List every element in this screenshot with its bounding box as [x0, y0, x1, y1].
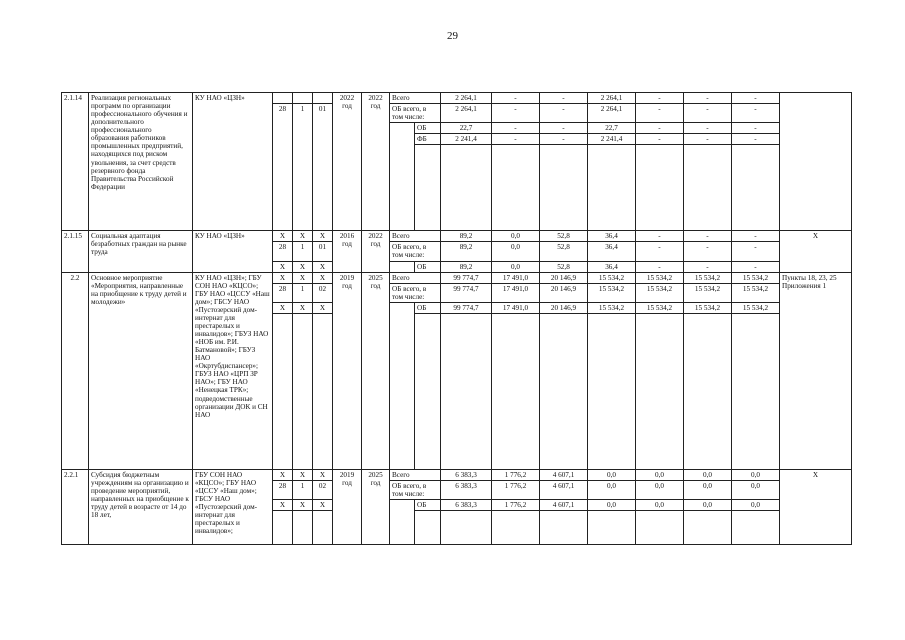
row-number: 2.2.1 — [62, 469, 89, 544]
fund-label: ОБ — [415, 302, 441, 313]
fund-label: Всего — [390, 469, 441, 480]
measure-name: Социальная адаптация безработных граждан на рынке труда — [89, 231, 193, 272]
fund-label: ОБ всего, в том числе: — [390, 283, 441, 302]
end-year: 2022 год — [362, 231, 390, 272]
table-row: 2.2 Основное мероприятие «Мероприятия, направленные на приобщение к труду детей и молодежи» КУ НАО «ЦЗН»; ГБУ СОН НАО «КЦСО»; ГБУ НАО «ЦССУ «Наш дом»; ГБСУ НАО «Пустозерский дом-интернат для престарелых и инвалидов»; ГБУЗ НАО «НОБ им. Р.И. Батмановой»; ГБУЗ НАО «Окртубдиспансер»; ГБУЗ НАО «ЦРП ЗР НАО»; ГБУ НАО «Ненецкая ТРК»; подведомственные организации ДОК и СН НАО Х Х Х 2019 год 2025 год Всего 99 774,7 17 491,0 20 146,9 15 534,2 15 534,2 15 534,2 15 534,2 Пункты 18, 23, 25 Приложения 1 — [62, 272, 852, 283]
row-number: 2.1.14 — [62, 93, 89, 231]
start-year: 2019 год — [333, 469, 362, 544]
measure-name: Основное мероприятие «Мероприятия, направленные на приобщение к труду детей и молодежи» — [89, 272, 193, 469]
fund-label: ОБ — [415, 500, 441, 511]
note — [780, 93, 852, 231]
table-row: 2.2.1 Субсидия бюджетным учреждениям на организацию и проведение мероприятий, направленных на приобщение к труду детей в возрасте от 14 до 18 лет, ГБУ СОН НАО «КЦСО»; ГБУ НАО «ЦССУ «Наш дом»; ГБСУ НАО «Пустозерский дом-интернат для престарелых и инвалидов»; Х Х Х 2019 год 2025 год Всего 6 383,3 1 776,2 4 607,1 0,0 0,0 0,0 0,0 Х — [62, 469, 852, 480]
executor: ГБУ СОН НАО «КЦСО»; ГБУ НАО «ЦССУ «Наш дом»; ГБСУ НАО «Пустозерский дом-интернат для престарелых и инвалидов»; — [193, 469, 273, 544]
note: Х — [780, 231, 852, 272]
fund-label: Всего — [390, 93, 441, 104]
table-row: 2.1.14 Реализация региональных программ по организации профессионального обучения и дополнительного профессионального образования работников промышленных предприятий, находящихся под риском увольнения, за счет средств резервного фонда Правительства Российской Федерации КУ НАО «ЦЗН» 2022 год 2022 год Всего 2 264,1 - - 2 264,1 - - - — [62, 93, 852, 104]
row-number: 2.2 — [62, 272, 89, 469]
row-number: 2.1.15 — [62, 231, 89, 272]
table-row: 28 1 01 ОБ всего, в том числе: 89,2 0,0 52,8 36,4 - - - — [62, 242, 852, 261]
start-year: 2019 год — [333, 272, 362, 469]
table-row: ФБ 2 241,4 - - 2 241,4 - - - — [62, 134, 852, 145]
end-year: 2025 год — [362, 272, 390, 469]
code-gp: 28 — [273, 104, 293, 231]
code-om: 01 — [313, 104, 333, 231]
executor: КУ НАО «ЦЗН» — [193, 231, 273, 272]
table-row: Х Х Х ОБ 99 774,7 17 491,0 20 146,9 15 534,2 15 534,2 15 534,2 15 534,2 — [62, 302, 852, 313]
start-year: 2016 год — [333, 231, 362, 272]
measure-name: Субсидия бюджетным учреждениям на организацию и проведение мероприятий, направленных на приобщение к труду детей в возрасте от 14 до 18 лет, — [89, 469, 193, 544]
note: Х — [780, 469, 852, 544]
fund-label: Всего — [390, 231, 441, 242]
fund-label: ОБ всего, в том числе: — [390, 480, 441, 499]
measure-name: Реализация региональных программ по организации профессионального обучения и дополнительного профессионального образования работников промышленных предприятий, находящихся под риском увольнения, за счет средств резервного фонда Правительства Российской Федерации — [89, 93, 193, 231]
program-table — [61, 92, 852, 545]
fund-label: ОБ всего, в том числе: — [390, 242, 441, 261]
note: Пункты 18, 23, 25 Приложения 1 — [780, 272, 852, 469]
executor: КУ НАО «ЦЗН» — [193, 93, 273, 231]
table-row: 28 1 02 ОБ всего, в том числе: 6 383,3 1 776,2 4 607,1 0,0 0,0 0,0 0,0 — [62, 480, 852, 499]
table-row: 2.1.15 Социальная адаптация безработных граждан на рынке труда КУ НАО «ЦЗН» Х Х Х 2016 год 2022 год Всего 89,2 0,0 52,8 36,4 - - - Х — [62, 231, 852, 242]
start-year: 2022 год — [333, 93, 362, 231]
table-row: 28 1 01 ОБ всего, в том числе: 2 264,1 - - 2 264,1 - - - — [62, 104, 852, 123]
table-row: ОБ 22,7 - - 22,7 - - - — [62, 123, 852, 134]
end-year: 2022 год — [362, 93, 390, 231]
fund-label: ОБ — [415, 261, 441, 272]
code-pp: 1 — [293, 104, 313, 231]
fund-label: Всего — [390, 272, 441, 283]
table-row: 28 1 02 ОБ всего, в том числе: 99 774,7 17 491,0 20 146,9 15 534,2 15 534,2 15 534,2 15 534,2 — [62, 283, 852, 302]
table-row: Х Х Х ОБ 6 383,3 1 776,2 4 607,1 0,0 0,0 0,0 0,0 — [62, 500, 852, 511]
fund-label: ФБ — [415, 134, 441, 145]
executor: КУ НАО «ЦЗН»; ГБУ СОН НАО «КЦСО»; ГБУ НАО «ЦССУ «Наш дом»; ГБСУ НАО «Пустозерский дом-интернат для престарелых и инвалидов»; ГБУЗ НАО «НОБ им. Р.И. Батмановой»; ГБУЗ НАО «Окртубдиспансер»; ГБУЗ НАО «ЦРП ЗР НАО»; ГБУ НАО «Ненецкая ТРК»; подведомственные организации ДОК и СН НАО — [193, 272, 273, 469]
page-number: 29 — [447, 30, 458, 42]
fund-label: ОБ — [415, 123, 441, 134]
end-year: 2025 год — [362, 469, 390, 544]
fund-label: ОБ всего, в том числе: — [390, 104, 441, 123]
table-row: Х Х Х ОБ 89,2 0,0 52,8 36,4 - - - — [62, 261, 852, 272]
